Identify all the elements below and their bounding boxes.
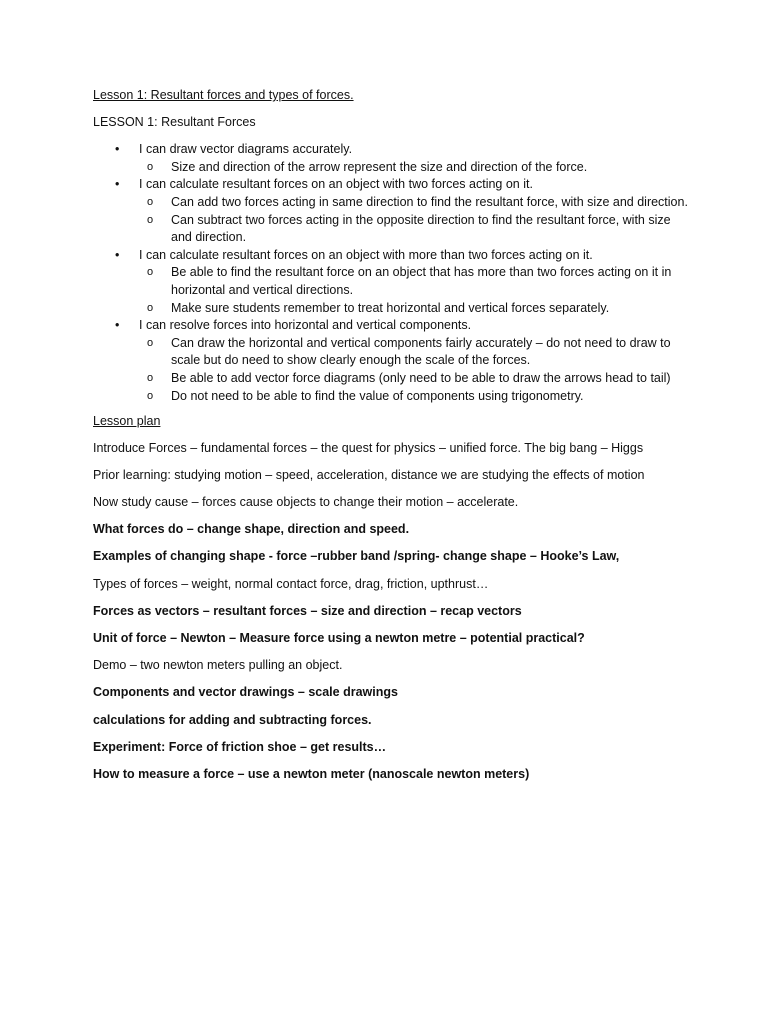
circle-bullet-icon: o xyxy=(147,301,154,314)
sub-item-text: Be able to find the resultant force on an object that has more than two forces acting on it in horizontal and vertical directions. xyxy=(171,265,672,297)
lesson-plan-line: Forces as vectors – resultant forces – size and direction – recap vectors xyxy=(93,603,522,618)
lesson-plan-line: How to measure a force – use a newton meter (nanoscale newton meters) xyxy=(93,766,530,781)
sub-item xyxy=(93,370,693,388)
objective-item xyxy=(93,176,693,246)
sub-item-text: Can subtract two forces acting in the opposite direction to find the resultant force, with size and direction. xyxy=(171,212,671,245)
lesson-plan-line: Unit of force – Newton – Measure force using a newton metre – potential practical? xyxy=(93,631,585,645)
circle-bullet-icon: o xyxy=(147,266,154,279)
circle-bullet-icon: o xyxy=(147,213,154,226)
sub-item xyxy=(93,212,693,247)
circle-bullet-icon: o xyxy=(147,389,154,402)
lesson-plan-line: calculations for adding and subtracting forces. xyxy=(93,712,372,727)
learning-objectives-list xyxy=(93,141,693,405)
bullet-icon: • xyxy=(115,142,120,157)
bullet-icon: • xyxy=(115,318,120,333)
lesson-plan-line: Prior learning: studying motion – speed, acceleration, distance we are studying the effects of motion xyxy=(93,467,645,482)
circle-bullet-icon: o xyxy=(147,336,154,349)
sub-item-text: Can add two forces acting in same direction to find the resultant force, with size and direction. xyxy=(171,194,688,209)
objective-item xyxy=(93,141,693,176)
sub-item xyxy=(93,264,693,299)
sub-item-text: Be able to add vector force diagrams (only need to be able to draw the arrows head to tail) xyxy=(171,370,671,385)
bullet-icon: • xyxy=(115,177,120,192)
objective-sublist xyxy=(139,194,693,247)
bullet-icon: • xyxy=(115,247,120,262)
sub-item-text: Can draw the horizontal and vertical components fairly accurately – do not need to draw to scale but do need to show clearly enough the scale of the forces. xyxy=(171,335,671,368)
lesson-plan-line: Types of forces – weight, normal contact force, drag, friction, upthrust… xyxy=(93,576,489,591)
objective-item xyxy=(93,247,693,317)
lesson-plan-list xyxy=(93,440,693,784)
circle-bullet-icon: o xyxy=(147,195,154,208)
sub-item-text: Do not need to be able to find the value of components using trigonometry. xyxy=(171,388,584,403)
objective-text: I can resolve forces into horizontal and vertical components. xyxy=(139,318,472,333)
sub-item-text: Size and direction of the arrow represent the size and direction of the force. xyxy=(171,159,588,174)
lesson-plan-line: What forces do – change shape, direction and speed. xyxy=(93,522,410,537)
sub-item-text: Make sure students remember to treat horizontal and vertical forces separately. xyxy=(171,300,610,315)
objective-item xyxy=(93,317,693,405)
circle-bullet-icon: o xyxy=(147,371,154,384)
sub-item xyxy=(93,159,693,177)
circle-bullet-icon: o xyxy=(147,160,154,173)
sub-item xyxy=(93,194,693,212)
lesson-plan-line: Now study cause – forces cause objects to change their motion – accelerate. xyxy=(93,495,519,510)
document-title: Lesson 1: Resultant forces and types of forces. xyxy=(93,88,354,102)
lesson-heading: LESSON 1: Resultant Forces xyxy=(93,114,256,129)
objective-text: I can calculate resultant forces on an object with two forces acting on it. xyxy=(139,177,533,192)
objective-sublist xyxy=(139,335,693,405)
objective-text: I can calculate resultant forces on an object with more than two forces acting on it. xyxy=(139,247,593,262)
sub-item xyxy=(93,388,693,406)
lesson-plan-line: Demo – two newton meters pulling an object. xyxy=(93,658,343,673)
lesson-plan-line: Examples of changing shape - force –rubber band /spring- change shape – Hooke’s Law, xyxy=(93,549,620,564)
lesson-plan-heading: Lesson plan xyxy=(93,414,161,429)
lesson-plan-line: Experiment: Force of friction shoe – get results… xyxy=(93,739,387,754)
sub-item xyxy=(93,300,693,318)
lesson-plan-line: Components and vector drawings – scale drawings xyxy=(93,685,398,700)
objective-sublist xyxy=(139,264,693,317)
document-body xyxy=(93,87,693,793)
objective-text: I can draw vector diagrams accurately. xyxy=(139,142,353,157)
objective-sublist xyxy=(139,159,693,177)
sub-item xyxy=(93,335,693,370)
lesson-plan-line: Introduce Forces – fundamental forces – the quest for physics – unified force. The big bang – Higgs xyxy=(93,440,644,455)
